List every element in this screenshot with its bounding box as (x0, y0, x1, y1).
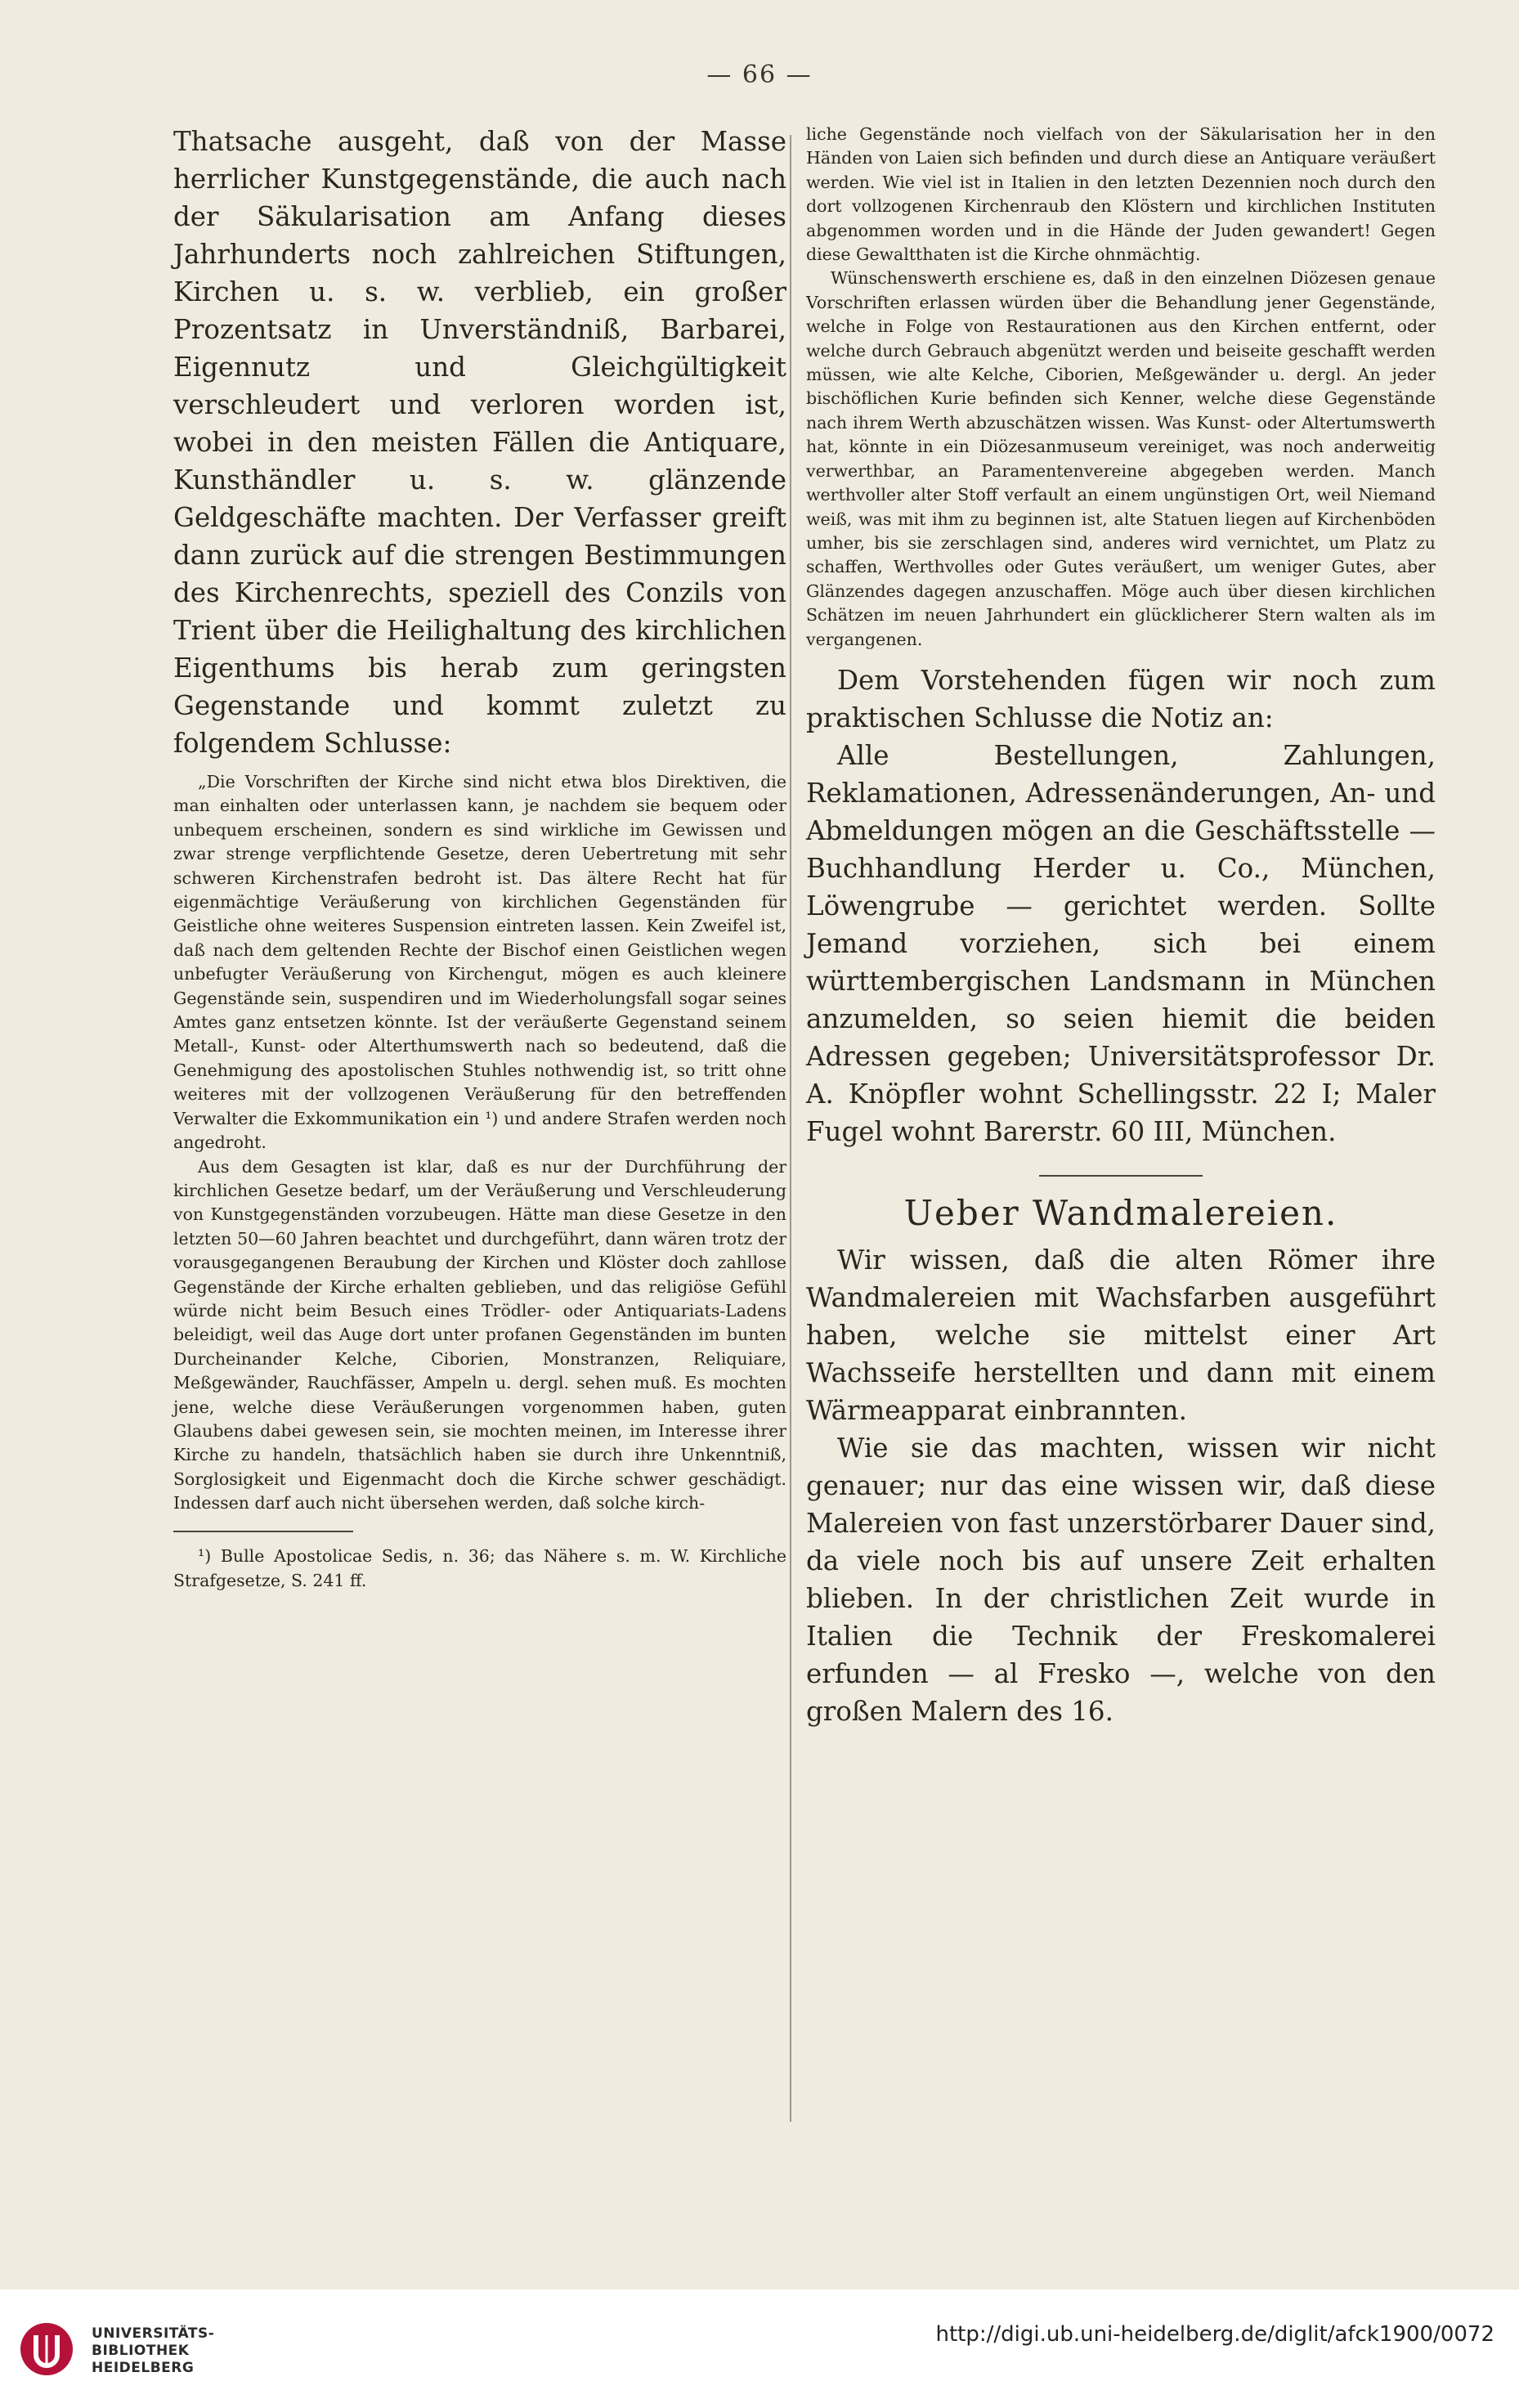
source-url-link[interactable]: http://digi.ub.uni-heidelberg.de/diglit/afck1900/0072 (935, 2322, 1494, 2347)
footer-bar (0, 2289, 1519, 2408)
left-intro-paragraph: Thatsache ausgeht, daß von der Masse herrlicher Kunstgegenstände, die auch nach der Säkularisation am Anfang dieses Jahrhunderts noch zahlreichen Stiftungen, Kirchen u. s. w. verblieb, ein großer Prozentsatz in Unverständniß, Barbarei, Eigennutz und Gleichgültigkeit verschleudert und verloren worden ist, wobei in den meisten Fällen die Antiquare, Kunsthändler u. s. w. glänzende Geldgeschäfte machten. Der Verfasser greift dann zurück auf die strengen Bestimmungen des Kirchenrechts, speziell des Conzils von Trient über die Heilighaltung des kirchlichen Eigenthums bis herab zum geringsten Gegenstande und kommt zuletzt zu folgendem Schlusse: (173, 126, 786, 759)
notice-block (806, 661, 1436, 1150)
university-library-logo (18, 2321, 75, 2378)
conclusion-paragraph: Aus dem Gesagten ist klar, daß es nur der Durchführung der kirchlichen Gesetze bedarf, um der Veräußerung und Verschleuderung von Kunstgegenständen vorzubeugen. Hätte man diese Gesetze in den letzten 50—60 Jahren beachtet und durchgeführt, dann wären trotz der vorausgegangenen Beraubung der Kirchen und Klöster doch zahllose Gegenstände der Kirche erhalten geblieben, und das religiöse Gefühl würde nicht beim Besuch eines Trödler- oder Antiquariats-Ladens beleidigt, weil das Auge dort unter profanen Gegenständen im bunten Durcheinander Kelche, Ciborien, Monstranzen, Reliquiare, Meßgewänder, Rauchfässer, Ampeln u. dergl. sehen muß. Es mochten jene, welche diese Veräußerungen vorgenommen haben, guten Glaubens dabei gewesen sein, sie mochten meinen, im Interesse ihrer Kirche zu handeln, thatsächlich haben sie durch ihre Unkenntniß, Sorglosigkeit und Eigenmacht doch die Kirche schwer geschädigt. Indessen darf auch nicht übersehen werden, daß solche kirch- (173, 1156, 786, 1513)
notice-intro: Dem Vorstehenden fügen wir noch zum praktischen Schlusse die Notiz an: (806, 664, 1436, 733)
column-divider (790, 135, 791, 2122)
footnote-rule (173, 1531, 353, 1532)
article-heading: Ueber Wandmalereien. (903, 1192, 1338, 1233)
section-separator (1039, 1175, 1203, 1177)
continuation-paragraph: liche Gegenstände noch vielfach von der Säkularisation her in den Händen von Laien sich befinden und durch diese an Antiquare veräußert werden. Wie viel ist in Italien in den letzten Dezennien noch durch den dort vollzogenen Kirchenraub den Klöstern und kirchlichen Instituten abgenommen worden und in die Hände der Juden gewandert! Gegen diese Gewaltthaten ist die Kirche ohnmächtig. (806, 124, 1436, 265)
article-paragraph-1: Wir wissen, daß die alten Römer ihre Wandmalereien mit Wachsfarben ausgeführt haben, welche sie mittelst einer Art Wachsseife herstellten und dann mit einem Wärmeapparat einbrannten. (806, 1244, 1436, 1426)
left-column (173, 123, 786, 1593)
footnote-text: ¹) Bulle Apostolicae Sedis, n. 36; das Nähere s. m. W. Kirchliche Strafgesetze, S. 241 ff. (173, 1545, 786, 1590)
right-small-block (806, 123, 1436, 652)
right-column (806, 123, 1436, 1730)
left-intro-block (173, 123, 786, 762)
library-name: UNIVERSITÄTS- BIBLIOTHEK HEIDELBERG (92, 2325, 215, 2376)
article-block (806, 1241, 1436, 1730)
quote-paragraph: „Die Vorschriften der Kirche sind nicht etwa blos Direktiven, die man einhalten oder unterlassen kann, je nachdem sie bequem oder unbequem erscheinen, sondern es sind wirkliche im Gewissen und zwar strenge verpflichtende Gesetze, deren Uebertretung mit sehr schweren Kirchenstrafen bedroht ist. Das ältere Recht hat für eigenmächtige Veräußerung von kirchlichen Gegenständen für Geistliche ohne weiteres Suspension eintreten lassen. Kein Zweifel ist, daß nach dem geltenden Rechte der Bischof einen Geistlichen wegen unbefugter Veräußerung von Kirchengut, mögen es auch kleinere Gegenstände sein, suspendiren und im Wiederholungsfall sogar seines Amtes ganz entsetzen könnte. Ist der veräußerte Gegenstand seinem Metall-, Kunst- oder Alterthumswerth nach so bedeutend, daß die Genehmigung des apostolischen Stuhles nothwendig ist, so tritt ohne weiteres mit der vollzogenen Veräußerung für den betreffenden Verwalter die Exkommunikation ein ¹) und andere Strafen werden noch angedroht. (173, 772, 786, 1153)
diocese-paragraph: Wünschenswerth erschiene es, daß in den einzelnen Diözesen genaue Vorschriften erlassen würden über die Behandlung jener Gegenstände, welche in Folge von Restaurationen aus den Kirchen entfernt, oder welche durch Gebrauch abgenützt werden und beiseite geschafft werden müssen, wie alte Kelche, Ciborien, Meßgewänder u. dergl. An jeder bischöflichen Kurie befinden sich Kenner, welche diese Gegenstände nach ihrem Werth abzuschätzen wissen. Was Kunst- oder Altertumswerth hat, könnte in ein Diözesanmuseum vereiniget, was noch anderweitig verwerthbar, an Paramentenvereine abgegeben werden. Manch werthvoller alter Stoff verfault an einem ungünstigen Ort, weil Niemand weiß, was mit ihm zu beginnen ist, alte Statuen liegen auf Kirchenböden umher, bis sie zerschlagen sind, anderes wird vernichtet, um Platz zu schaffen, Werthvolles oder Gutes veräußert, um weniger Gutes, aber Glänzendes dagegen anzuschaffen. Möge auch über diesen kirchlichen Schätzen im neuen Jahrhundert ein glücklicherer Stern walten als im vergangenen. (806, 268, 1436, 649)
quote-block (173, 770, 786, 1516)
notice-addresses: Alle Bestellungen, Zahlungen, Reklamationen, Adressenänderungen, An- und Abmeldungen mögen an die Geschäftsstelle — Buchhandlung Herder u. Co., München, Löwengrube — gerichtet werden. Sollte Jemand vorziehen, sich bei einem württembergischen Landsmann in München anzumelden, so seien hiemit die beiden Adressen gegeben; Universitätsprofessor Dr. A. Knöpfler wohnt Schellingsstr. 22 I; Maler Fugel wohnt Barerstr. 60 III, München. (806, 739, 1436, 1147)
footnote-block (173, 1531, 786, 1593)
page-number: — 66 — (706, 61, 813, 89)
article-paragraph-2: Wie sie das machten, wissen wir nicht genauer; nur das eine wissen wir, daß diese Malereien von fast unzerstörbarer Dauer sind, da viele noch bis auf unsere Zeit erhalten blieben. In der christlichen Zeit wurde in Italien die Technik der Freskomalerei erfunden — al Fresko —, welche von den großen Malern des 16. (806, 1432, 1436, 1727)
